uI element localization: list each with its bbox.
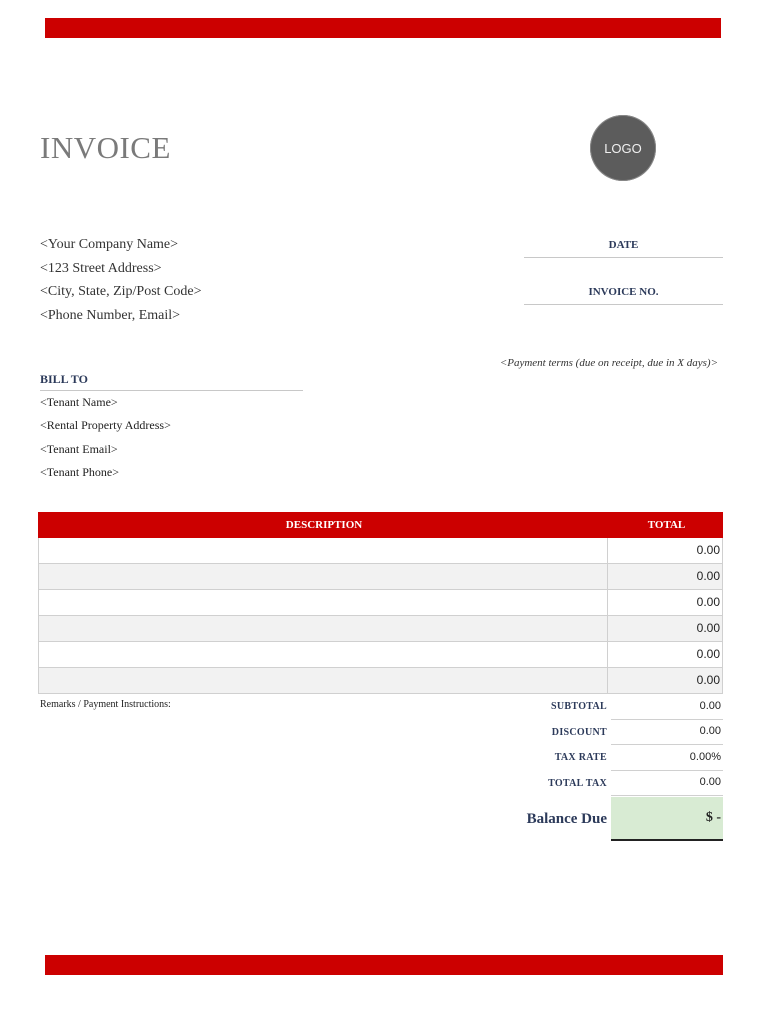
bill-to-heading: BILL TO	[40, 372, 303, 391]
total-header: TOTAL	[647, 519, 686, 531]
discount-value[interactable]: 0.00	[611, 719, 723, 745]
row-total: 0.00	[696, 647, 720, 661]
line-items-table	[38, 512, 723, 694]
logo-placeholder	[590, 115, 656, 181]
table-row	[38, 564, 723, 590]
subtotal-row	[440, 694, 723, 720]
payment-terms: <Payment terms (due on receipt, due in X days)>	[499, 357, 718, 369]
description-header: DESCRIPTION	[285, 519, 363, 531]
table-row	[38, 590, 723, 616]
subtotal-value: 0.00	[611, 694, 723, 720]
table-row	[38, 538, 723, 564]
row-total: 0.00	[696, 621, 720, 635]
row-total: 0.00	[696, 543, 720, 557]
summary-block	[440, 694, 723, 841]
tax-rate-row	[440, 745, 723, 771]
date-label: DATE	[524, 239, 723, 258]
company-block	[40, 236, 202, 330]
row-description[interactable]	[39, 564, 608, 589]
table-row	[38, 668, 723, 694]
bottom-accent-bar	[45, 955, 723, 975]
row-total: 0.00	[696, 569, 720, 583]
balance-due-label: Balance Due	[526, 810, 607, 827]
row-description[interactable]	[39, 590, 608, 615]
invoice-number-label: INVOICE NO.	[524, 286, 723, 305]
row-description[interactable]	[39, 538, 608, 563]
row-description[interactable]	[39, 616, 608, 641]
subtotal-label: SUBTOTAL	[551, 701, 607, 713]
company-name: <Your Company Name>	[40, 237, 179, 252]
page-title: INVOICE	[40, 130, 171, 165]
tenant-name: <Tenant Name>	[40, 395, 118, 409]
company-address: <123 Street Address>	[40, 260, 162, 276]
company-city: <City, State, Zip/Post Code>	[40, 284, 202, 299]
tenant-email: <Tenant Email>	[40, 441, 118, 456]
balance-due-value: $ -	[611, 797, 723, 841]
tenant-address: <Rental Property Address>	[40, 418, 171, 433]
total-tax-row	[440, 771, 723, 797]
company-contact: <Phone Number, Email>	[40, 307, 181, 323]
discount-row	[440, 720, 723, 746]
tenant-phone: <Tenant Phone>	[40, 464, 120, 479]
remarks-label: Remarks / Payment Instructions:	[40, 699, 171, 710]
row-total: 0.00	[696, 673, 720, 687]
discount-label: DISCOUNT	[551, 726, 607, 738]
row-description[interactable]	[39, 642, 608, 667]
bill-to-block	[40, 394, 171, 487]
row-total: 0.00	[696, 595, 720, 609]
balance-due-row	[440, 797, 723, 841]
logo-text: LOGO	[604, 140, 642, 156]
tax-rate-value[interactable]: 0.00%	[611, 745, 723, 771]
table-header	[38, 512, 723, 538]
total-tax-value: 0.00	[611, 770, 723, 796]
row-description[interactable]	[39, 668, 608, 693]
table-row	[38, 642, 723, 668]
total-tax-label: TOTAL TAX	[548, 777, 607, 789]
top-accent-bar	[45, 18, 721, 38]
tax-rate-label: TAX RATE	[554, 752, 607, 764]
table-row	[38, 616, 723, 642]
